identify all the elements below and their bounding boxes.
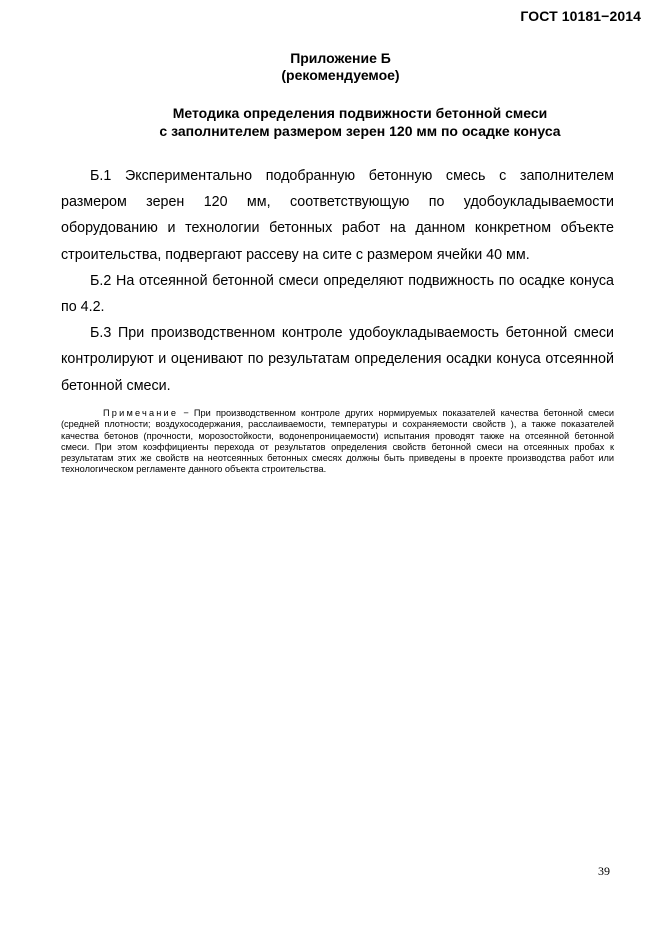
page-number: 39 bbox=[598, 864, 610, 878]
appendix-title: Приложение Б bbox=[290, 50, 391, 66]
method-title-line-1: Методика определения подвижности бетонной смеси bbox=[172, 105, 548, 121]
paragraph-b2: Б.2 На отсеянной бетонной смеси определяют подвижность по осадке конуса по 4.2. bbox=[61, 272, 614, 316]
appendix-heading bbox=[0, 50, 661, 84]
appendix-status: (рекомендуемое) bbox=[281, 67, 400, 83]
paragraph-b1: Б.1 Экспериментально подобранную бетонную смесь с заполнителем размером зерен 120 мм, соответствующую по удобоукладываемости оборудованию и технологии бетонных работ на данном конкретном объекте строительства, подвергают рассеву на сите с размером ячейки 40 мм. bbox=[61, 168, 614, 263]
method-title bbox=[100, 104, 620, 140]
note-text: − При производственном контроле других нормируемых показателей качества бетонной смеси (средней плотности; воздухосодержания, расслаиваемости, температуры и сохраняемости свойств ), а также показателей качества бетонов (прочности, морозостойкости, водонепроницаемости) испытания проводят также на отсеянной бетонной смеси. При этом коэффициенты перехода от результатов определения свойств бетонной смеси на отсеянных пробах к результатам этих же свойств на неотсеянных бетонных смесях должны быть приведены в проекте производства работ или технологическом регламенте данного объекта строительства. bbox=[61, 408, 614, 475]
document-code: ГОСТ 10181−2014 bbox=[520, 8, 641, 24]
body-text bbox=[61, 163, 614, 399]
note-label: Примечание bbox=[103, 408, 179, 418]
method-title-line-2: с заполнителем размером зерен 120 мм по осадке конуса bbox=[159, 123, 561, 139]
note-block bbox=[61, 408, 614, 476]
note-paragraph bbox=[61, 408, 614, 476]
paragraph-b3: Б.3 При производственном контроле удобоукладываемость бетонной смеси контролируют и оценивают по результатам определения осадки конуса отсеянной бетонной смеси. bbox=[61, 325, 614, 394]
